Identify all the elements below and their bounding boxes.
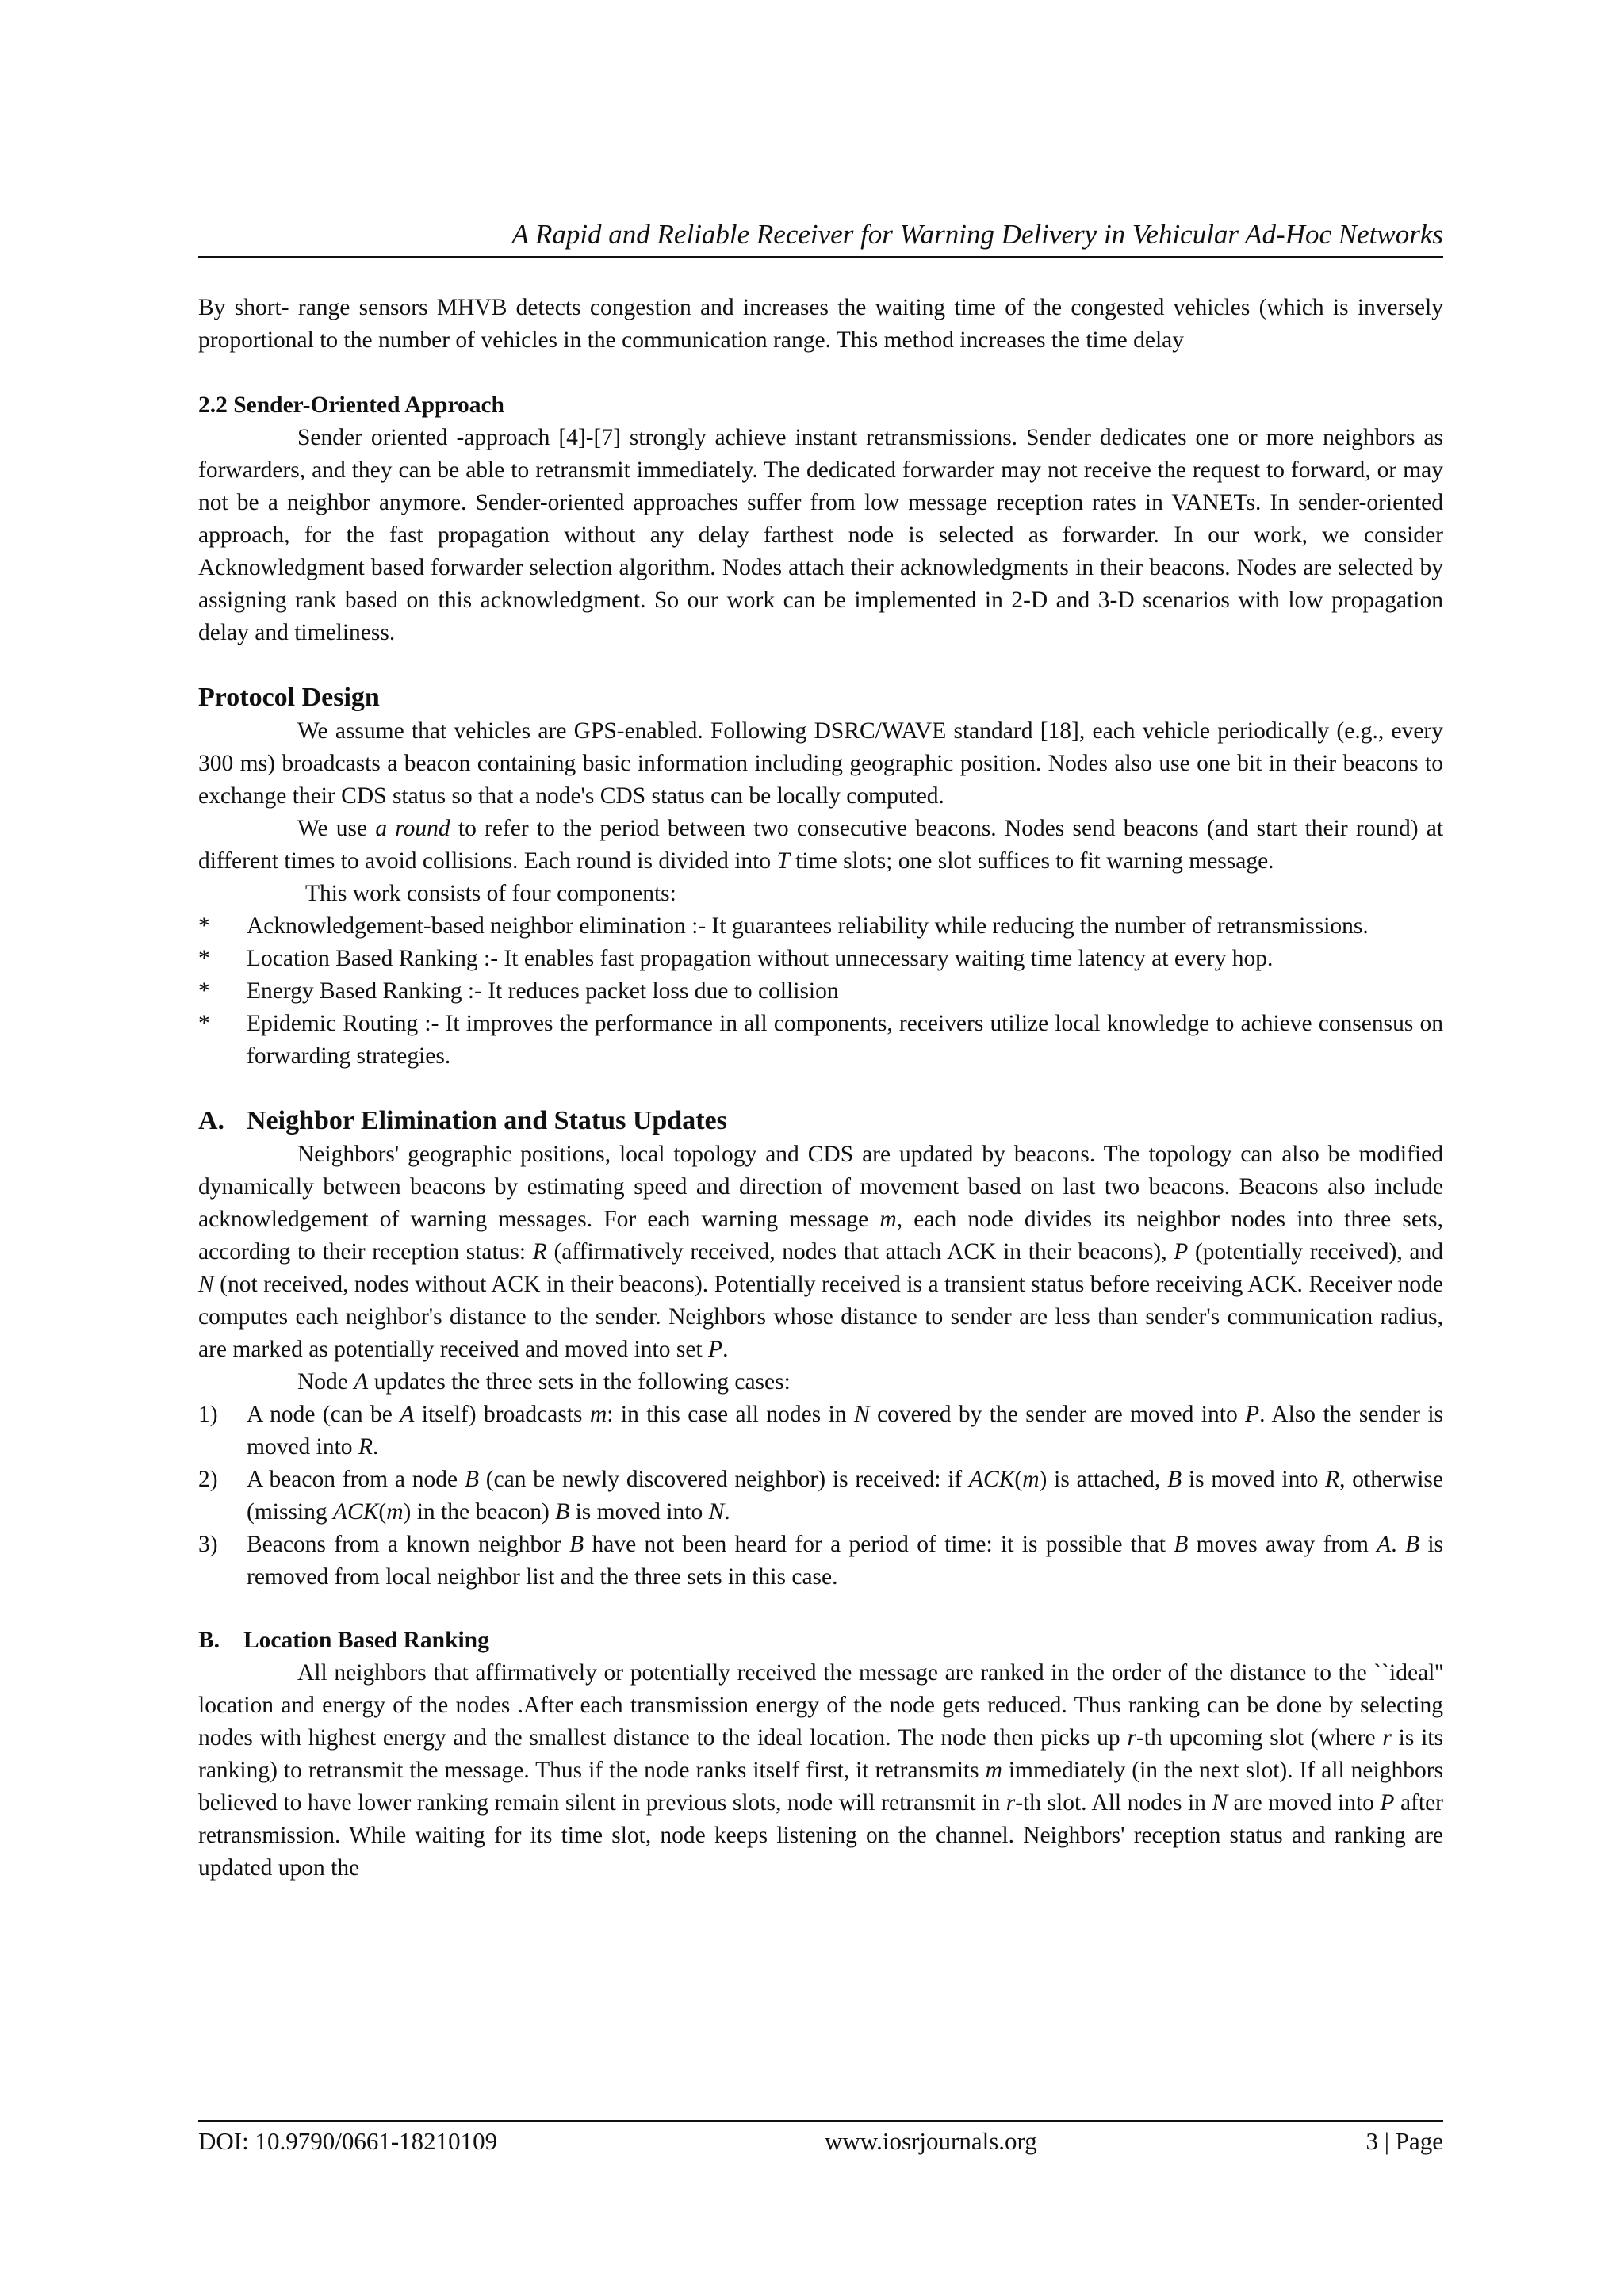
component-list-item <box>198 975 1443 1008</box>
component-list-item <box>198 1008 1443 1073</box>
footer-rule <box>198 2120 1443 2122</box>
component-list-item <box>198 910 1443 943</box>
component-text: Energy Based Ranking :- It reduces packet loss due to collision <box>247 978 839 1004</box>
page-number: 3 | Page <box>1365 2127 1443 2155</box>
bullet-marker: * <box>198 946 210 971</box>
header-rule <box>198 256 1443 258</box>
components-intro: This work consists of four components: <box>305 881 676 906</box>
protocol-design-paragraph-2: We use a round to refer to the period between two consecutive beacons. Nodes send beacons (and start their round) at different times to avoid collisions. Each round is divided into T time slots; one slot suffices to fit warning message. <box>198 816 1444 874</box>
case-list-item <box>198 1464 1443 1529</box>
case-list-item <box>198 1529 1443 1594</box>
case-text: A beacon from a node B (can be newly discovered neighbor) is received: if ACK(m) is attached, B is moved into R, otherwise (missing ACK(m) in the beacon) B is moved into N. <box>247 1467 1443 1525</box>
intro-paragraph: By short- range sensors MHVB detects congestion and increases the waiting time of the congested vehicles (which is inversely proportional to the number of vehicles in the communication range. This method increases the time delay <box>198 295 1443 353</box>
component-text: Location Based Ranking :- It enables fast propagation without unnecessary waiting time latency at every hop. <box>247 946 1274 971</box>
section-a-heading: A. Neighbor Elimination and Status Updates <box>198 1106 727 1135</box>
section-2-2-heading: 2.2 Sender-Oriented Approach <box>198 392 504 418</box>
component-list-item <box>198 943 1443 975</box>
body-text <box>198 292 1443 1885</box>
section-b-heading: B. Location Based Ranking <box>198 1628 489 1653</box>
case-list-item <box>198 1399 1443 1464</box>
section-a-paragraph-2: Node A updates the three sets in the following cases: <box>297 1369 791 1395</box>
protocol-design-paragraph-1: We assume that vehicles are GPS-enabled. Following DSRC/WAVE standard [18], each vehicle periodically (e.g., every 300 ms) broadcasts a beacon containing basic information including geographic position. Nodes also use one bit in their beacons to exchange their CDS status so that a node's CDS status can be locally computed. <box>198 718 1443 809</box>
component-text: Epidemic Routing :- It improves the performance in all components, receivers utilize local knowledge to achieve consensus on forwarding strategies. <box>247 1011 1443 1069</box>
component-text: Acknowledgement-based neighbor elimination :- It guarantees reliability while reducing the number of retransmissions. <box>247 913 1369 939</box>
section-a-paragraph-1: Neighbors' geographic positions, local topology and CDS are updated by beacons. The topology can also be modified dynamically between beacons by estimating speed and direction of movement based on last two beacons. Beacons also include acknowledgement of warning messages. For each warning message m, each node divides its neighbor nodes into three sets, according to their reception status: R (affirmatively received, nodes that attach ACK in their beacons), P (potentially received), and N (not received, nodes without ACK in their beacons). Potentially received is a transient status before receiving ACK. Receiver node computes each neighbor's distance to the sender. Neighbors whose distance to sender are less than sender's communication radius, are marked as potentially received and moved into set P. <box>198 1142 1443 1362</box>
journal-website: www.iosrjournals.org <box>825 2127 1037 2155</box>
case-text: A node (can be A itself) broadcasts m: in this case all nodes in N covered by the sender are moved into P. Also the sender is moved into R. <box>247 1402 1444 1460</box>
doi-text: DOI: 10.9790/0661-18210109 <box>198 2127 498 2155</box>
bullet-marker: * <box>198 978 210 1004</box>
case-number: 1) <box>198 1402 218 1427</box>
section-2-2-paragraph: Sender oriented -approach [4]-[7] strongly achieve instant retransmissions. Sender dedicates one or more neighbors as forwarders, and they can be able to retransmit immediately. The dedicated forwarder may not receive the request to forward, or may not be a neighbor anymore. Sender-oriented approaches suffer from low message reception rates in VANETs. In sender-oriented approach, for the fast propagation without any delay farthest node is selected as forwarder. In our work, we consider Acknowledgment based forwarder selection algorithm. Nodes attach their acknowledgments in their beacons. Nodes are selected by assigning rank based on this acknowledgment. So our work can be implemented in 2-D and 3-D scenarios with low propagation delay and timeliness. <box>198 425 1443 645</box>
section-b-paragraph: All neighbors that affirmatively or potentially received the message are ranked in the order of the distance to the ``ideal'' location and energy of the nodes .After each transmission energy of the node gets reduced. Thus ranking can be done by selecting nodes with highest energy and the smallest distance to the ideal location. The node then picks up r-th upcoming slot (where r is its ranking) to retransmit the message. Thus if the node ranks itself first, it retransmits m immediately (in the next slot). If all neighbors believed to have lower ranking remain silent in previous slots, node will retransmit in r-th slot. All nodes in N are moved into P after retransmission. While waiting for its time slot, node keeps listening on the channel. Neighbors' reception status and ranking are updated upon the <box>198 1660 1444 1881</box>
case-number: 2) <box>198 1467 218 1492</box>
running-header: A Rapid and Reliable Receiver for Warning Delivery in Vehicular Ad-Hoc Networks <box>511 219 1443 250</box>
protocol-design-heading: Protocol Design <box>198 683 380 712</box>
bullet-marker: * <box>198 913 210 939</box>
bullet-marker: * <box>198 1011 210 1036</box>
case-text: Beacons from a known neighbor B have not been heard for a period of time: it is possible that B moves away from A. B is removed from local neighbor list and the three sets in this case. <box>247 1532 1444 1590</box>
case-number: 3) <box>198 1532 218 1557</box>
